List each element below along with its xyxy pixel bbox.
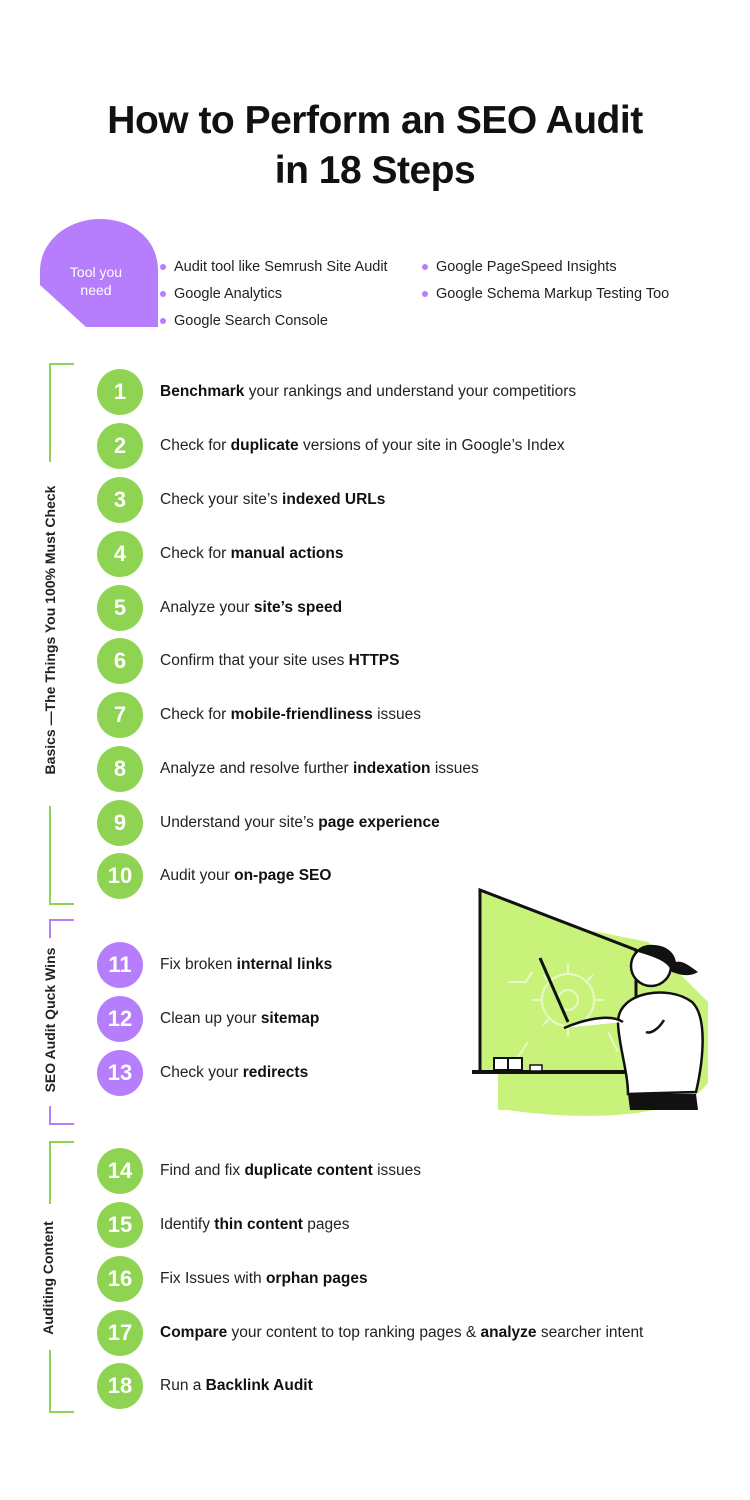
step-text (160, 942, 332, 988)
step-text (160, 1050, 308, 1096)
step-number-badge: 13 (97, 1050, 143, 1096)
step-text-bold: indexation (353, 760, 431, 777)
step-row-2 (97, 423, 737, 469)
step-row-7 (97, 692, 737, 738)
step-number-badge: 3 (97, 477, 143, 523)
step-number-badge: 5 (97, 585, 143, 631)
step-text-bold: manual actions (230, 545, 344, 562)
section-label-basics: Basics —The Things You 100% Must Check (42, 485, 58, 775)
step-text-regular: Analyze and resolve further (160, 760, 353, 777)
step-row-1 (97, 369, 737, 415)
step-number-badge: 12 (97, 996, 143, 1042)
step-text-bold: site’s speed (253, 599, 343, 616)
step-text (160, 423, 565, 469)
step-number-badge: 18 (97, 1363, 143, 1409)
step-number-badge: 1 (97, 369, 143, 415)
teacher-illustration (468, 882, 713, 1122)
tool-item: Google PageSpeed Insights (422, 254, 669, 281)
step-row-6 (97, 638, 737, 684)
board-icon (480, 890, 636, 1072)
page-title (0, 96, 750, 196)
step-text-regular: Analyze your (160, 599, 254, 616)
step-number-badge: 2 (97, 423, 143, 469)
step-text-bold: on-page SEO (234, 867, 332, 884)
section-label-quick-wins: SEO Audit Quck Wins (42, 947, 58, 1093)
step-text (160, 746, 479, 792)
step-text-regular: Clean up your (160, 1010, 261, 1027)
step-number-badge: 4 (97, 531, 143, 577)
tool-badge (40, 219, 158, 327)
step-row-4 (97, 531, 737, 577)
step-text-regular: Run a (160, 1377, 206, 1394)
step-text-bold: indexed URLs (282, 491, 386, 508)
step-text-regular: Check for (160, 545, 231, 562)
step-row-15 (97, 1202, 737, 1248)
step-text-regular: Audit your (160, 867, 235, 884)
step-row-3 (97, 477, 737, 523)
step-text (160, 853, 331, 899)
step-text-regular: Confirm that your site uses (160, 652, 349, 669)
step-text-bold: sitemap (260, 1010, 320, 1027)
step-row-9 (97, 800, 737, 846)
step-number-badge: 6 (97, 638, 143, 684)
step-text (160, 585, 342, 631)
step-number-badge: 15 (97, 1202, 143, 1248)
step-text-bold: Benchmark (160, 383, 245, 400)
tools-list-right (422, 254, 669, 308)
step-text-regular: your rankings and understand your competitiors (244, 383, 577, 400)
step-text-bold: redirects (242, 1064, 309, 1081)
step-text-bold: page experience (318, 814, 440, 831)
tool-item: Audit tool like Semrush Site Audit (160, 254, 388, 281)
step-text-regular: Check for (160, 437, 231, 454)
title-line-1: How to Perform an SEO Audit (107, 99, 643, 142)
step-text-bold: mobile-friendliness (230, 706, 373, 723)
step-number-badge: 14 (97, 1148, 143, 1194)
step-row-8 (97, 746, 737, 792)
step-text (160, 692, 421, 738)
step-text-regular: Check your site’s (160, 491, 283, 508)
step-text (160, 369, 576, 415)
step-text (160, 800, 440, 846)
step-text-bold: duplicate content (244, 1162, 373, 1179)
tool-item: Google Analytics (160, 281, 388, 308)
step-number-badge: 17 (97, 1310, 143, 1356)
step-text (160, 1256, 368, 1302)
step-text-regular: Check your (160, 1064, 243, 1081)
step-text-regular: Check for (160, 706, 231, 723)
step-number-badge: 9 (97, 800, 143, 846)
step-text-bold: Compare (160, 1324, 228, 1341)
step-text-regular: Identify (160, 1216, 215, 1233)
step-text-bold: Backlink Audit (205, 1377, 313, 1394)
step-text-regular: searcher intent (536, 1324, 644, 1341)
step-text-regular: your content to top ranking pages & (227, 1324, 481, 1341)
step-text-regular: issues (430, 760, 479, 777)
tool-badge-label: Tool you need (69, 264, 123, 298)
step-text-regular: Find and fix (160, 1162, 245, 1179)
step-text (160, 996, 319, 1042)
step-text (160, 1202, 350, 1248)
step-text (160, 531, 343, 577)
step-text-regular: pages (302, 1216, 350, 1233)
step-text (160, 477, 385, 523)
step-text-regular: Fix broken (160, 956, 237, 973)
step-number-badge: 16 (97, 1256, 143, 1302)
step-number-badge: 8 (97, 746, 143, 792)
step-text-bold: duplicate (230, 437, 299, 454)
section-label-content: Auditing Content (40, 1221, 56, 1335)
step-text (160, 1148, 421, 1194)
step-text-regular: issues (372, 1162, 422, 1179)
step-row-18 (97, 1363, 737, 1409)
step-text-bold: analyze (480, 1324, 537, 1341)
step-text-bold: orphan pages (265, 1270, 368, 1287)
step-text-regular: versions of your site in Google’s Index (298, 437, 565, 454)
step-text-bold: internal links (236, 956, 333, 973)
tool-item: Google Schema Markup Testing Too (422, 281, 669, 308)
step-number-badge: 7 (97, 692, 143, 738)
step-text-regular: issues (372, 706, 422, 723)
step-number-badge: 10 (97, 853, 143, 899)
step-row-17 (97, 1310, 737, 1356)
step-row-16 (97, 1256, 737, 1302)
step-text-bold: thin content (214, 1216, 303, 1233)
step-text (160, 638, 399, 684)
step-text-bold: HTTPS (348, 652, 400, 669)
step-row-14 (97, 1148, 737, 1194)
teacher-body (618, 992, 703, 1094)
step-text (160, 1310, 643, 1356)
step-text-regular: Fix Issues with (160, 1270, 266, 1287)
tool-item: Google Search Console (160, 308, 388, 335)
tools-list-left (160, 254, 388, 335)
title-line-2: in 18 Steps (274, 149, 476, 192)
step-text-regular: Understand your site’s (160, 814, 319, 831)
step-row-5 (97, 585, 737, 631)
step-text (160, 1363, 313, 1409)
step-number-badge: 11 (97, 942, 143, 988)
